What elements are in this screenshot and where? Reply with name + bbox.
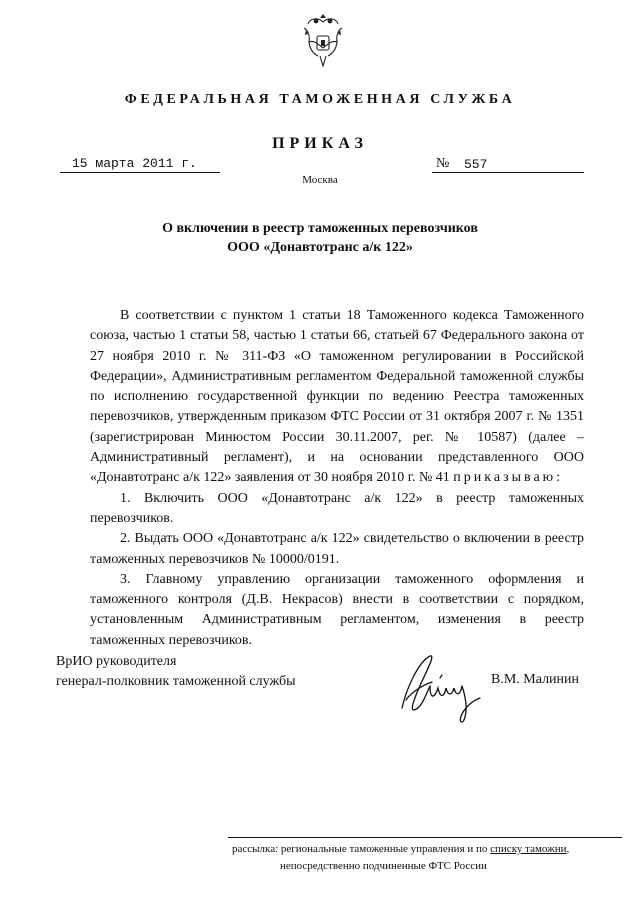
signer-position-line-2: генерал-полковник таможенной службы xyxy=(56,674,296,689)
preamble-paragraph xyxy=(90,306,584,489)
preamble-text: В соответствии с пунктом 1 статьи 18 Таможенного кодекса Таможенного союза, частью 1 статьи 58, частью 1 статьи 66, статьей 67 Федерального закона от 27 ноября 2010 г. № 311-ФЗ «О таможенном регулировании в Российской Федерации», Административным регламентом Федеральной таможенной службы по исполнению государственной функции по ведению Реестра таможенных перевозчиков, утвержденным приказом ФТС России от 31 октября 2007 г. № 1351 (зарегистрирован Минюстом России 30.11.2007, рег. № 10587) (далее – Административный регламент), и на основании представленного ООО «Донавтотранс а/к 122» заявления от 30 ноября 2010 г. № 41 xyxy=(90,308,584,486)
city: Москва xyxy=(302,174,338,186)
distribution-suffix: , xyxy=(566,843,570,855)
handwritten-signature-icon xyxy=(396,650,486,726)
order-body xyxy=(90,306,584,651)
document-type: ПРИКАЗ xyxy=(272,135,368,152)
subject-line-1: О включении в реестр таможенных перевозчиков xyxy=(162,221,478,236)
order-word: приказываю: xyxy=(453,470,564,486)
agency-name: ФЕДЕРАЛЬНАЯ ТАМОЖЕННАЯ СЛУЖБА xyxy=(124,92,516,107)
signer-name: В.М. Малинин xyxy=(491,672,580,687)
date-underline xyxy=(60,172,220,173)
order-subject xyxy=(0,219,640,257)
order-item-3: 3. Главному управлению организации таможенного оформления и таможенного контроля (Д.В. Некрасов) внести в соответствии с порядком, установленным Административным регламентом, изменения в реестр таможенных перевозчиков. xyxy=(90,571,584,648)
subject-line-2: ООО «Донавтотранс а/к 122» xyxy=(227,240,413,255)
distribution-prefix: рассылка: региональные таможенные управления и по xyxy=(232,843,491,855)
distribution-rule xyxy=(228,837,622,838)
order-item-1: 1. Включить ООО «Донавтотранс а/к 122» в реестр таможенных перевозчиков. xyxy=(90,490,584,526)
order-number: 557 xyxy=(464,157,488,172)
order-item-2: 2. Выдать ООО «Донавтотранс а/к 122» свидетельство о включении в реестр таможенных перевозчиков № 10000/0191. xyxy=(90,531,584,567)
distribution-link[interactable]: списку таможни xyxy=(490,843,567,855)
distribution-list xyxy=(232,841,628,875)
order-date: 15 марта 2011 г. xyxy=(72,156,197,171)
distribution-line-2: непосредственно подчиненные ФТС России xyxy=(280,860,487,872)
order-number-label: № xyxy=(436,156,450,171)
signer-position xyxy=(56,652,295,692)
signer-position-line-1: ВрИО руководителя xyxy=(56,654,177,669)
coat-of-arms-icon xyxy=(300,14,346,70)
number-underline xyxy=(432,172,584,173)
